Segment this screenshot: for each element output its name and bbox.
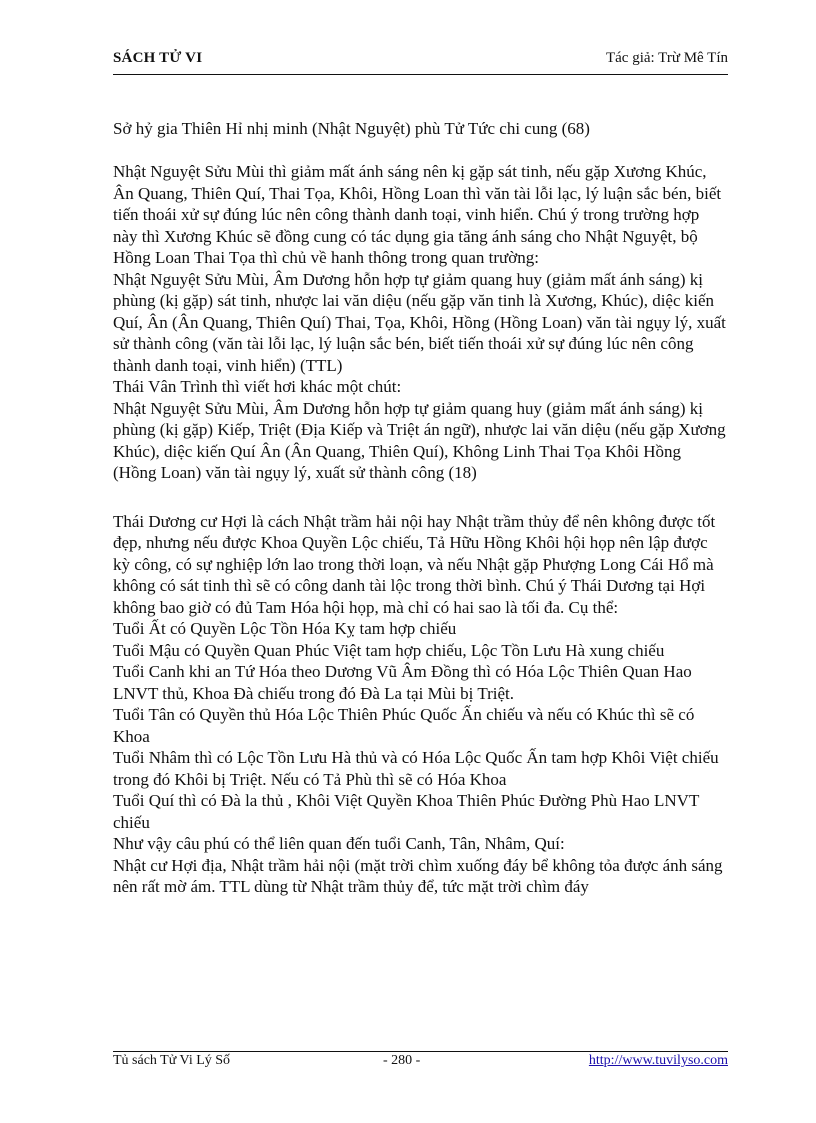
list-item: Tuổi Tân có Quyền thủ Hóa Lộc Thiên Phúc Quốc Ấn chiếu và nếu có Khúc thì sẽ có Khoa	[113, 705, 695, 746]
book-title: SÁCH TỬ VI	[113, 50, 203, 66]
page-body	[113, 118, 728, 898]
website-link[interactable]: http://www.tuvilyso.com	[588, 1053, 728, 1068]
author-line: Tác giả: Trừ Mê Tín	[605, 50, 728, 66]
paragraph: Nhật Nguyệt Sửu Mùi, Âm Dương hỗn hợp tự giảm quang huy (giảm mất ánh sáng) kị phùng (kị gặp) Kiếp, Triệt (Địa Kiếp và Triệt án ngữ), nhược lai văn diệu (nếu gặp Xương Khúc), diệc kiến Quí Ân (Ân Quang, Thiên Quí), Không Linh Thai Tọa Khôi Hồng (Hồng Loan) văn tài ngụy lý, xuất sử thành công (18)	[113, 398, 726, 482]
list-item: Tuổi Canh khi an Tứ Hóa theo Dương Vũ Âm Đồng thì có Hóa Lộc Thiên Quan Hao LNVT thủ, Khoa Đà chiếu trong đó Đà La tại Mùi bị Triệt.	[113, 662, 692, 703]
paragraph-heading: Sở hỷ gia Thiên Hỉ nhị minh (Nhật Nguyệt) phù Tử Tức chi cung (68)	[113, 119, 590, 138]
page-number: - 280 -	[383, 1053, 421, 1068]
page-footer	[113, 1053, 728, 1073]
header-divider	[113, 74, 728, 75]
list-item: Tuổi Mậu có Quyền Quan Phúc Việt tam hợp chiếu, Lộc Tồn Lưu Hà xung chiếu	[113, 640, 665, 660]
page-header	[113, 50, 728, 74]
paragraph: Như vậy câu phú có thể liên quan đến tuổi Canh, Tân, Nhâm, Quí:	[113, 834, 565, 853]
footer-divider	[113, 1051, 728, 1052]
series-name: Tủ sách Tử Vi Lý Số	[113, 1053, 231, 1068]
paragraph: Thái Dương cư Hợi là cách Nhật trầm hải nội hay Nhật trầm thủy để nên không được tốt đẹp, nhưng nếu được Khoa Quyền Lộc chiếu, Tả Hữu Hồng Khôi hội họp nên lập được kỳ công, có sự nghiệp lớn lao trong thời loạn, và nếu Nhật gặp Phượng Long Cái Hổ mà không có sát tinh thì sẽ có công danh tài lộc trong thời bình. Chú ý Thái Dương tại Hợi không bao giờ có đủ Tam Hóa hội họp, mà chỉ có hai sao là tối đa. Cụ thể:	[113, 511, 716, 617]
list-item: Tuổi Quí thì có Đà la thủ , Khôi Việt Quyền Khoa Thiên Phúc Đường Phù Hao LNVT chiếu	[113, 791, 700, 832]
list-item: Tuổi Nhâm thì có Lộc Tồn Lưu Hà thủ và có Hóa Lộc Quốc Ấn tam hợp Khôi Việt chiếu trong đó Khôi bị Triệt. Nếu có Tả Phù thì sẽ có Hóa Khoa	[113, 748, 719, 789]
paragraph: Nhật cư Hợi địa, Nhật trầm hải nội (mặt trời chìm xuống đáy bể không tỏa được ánh sáng nên rất mờ ám. TTL dùng từ Nhật trầm thủy để, tức mặt trời chìm đáy	[113, 855, 723, 896]
paragraph: Thái Vân Trình thì viết hơi khác một chút:	[113, 377, 402, 396]
list-item: Tuổi Ất có Quyền Lộc Tồn Hóa Kỵ tam hợp chiếu	[113, 619, 457, 638]
paragraph: Nhật Nguyệt Sửu Mùi, Âm Dương hỗn hợp tự giảm quang huy (giảm mất ánh sáng) kị phùng (kị gặp) sát tinh, nhược lai văn diệu (nếu gặp văn tinh là Xương, Khúc), diệc kiến Quí, Ân (Ân Quang, Thiên Quí) Thai, Tọa, Khôi, Hồng (Hồng Loan) văn tài ngụy lý, xuất sử thành công (văn tài lỗi lạc, lý luận sắc bén, biết tiến thoái xử sự đúng lúc nên công thành danh toại, vinh hiển) (TTL)	[113, 269, 726, 375]
paragraph: Nhật Nguyệt Sửu Mùi thì giảm mất ánh sáng nên kị gặp sát tinh, nếu gặp Xương Khúc, Ân Quang, Thiên Quí, Thai Tọa, Khôi, Hồng Loan thì văn tài lỗi lạc, lý luận sắc bén, biết tiến thoái xử sự đúng lúc nên công thành danh toại, vinh hiển. Chú ý trong trường hợp này thì Xương Khúc sẽ đồng cung có tác dụng gia tăng ánh sáng cho Nhật Nguyệt, bộ Hồng Loan Thai Tọa thì chủ về hanh thông trong quan trường:	[113, 162, 722, 267]
